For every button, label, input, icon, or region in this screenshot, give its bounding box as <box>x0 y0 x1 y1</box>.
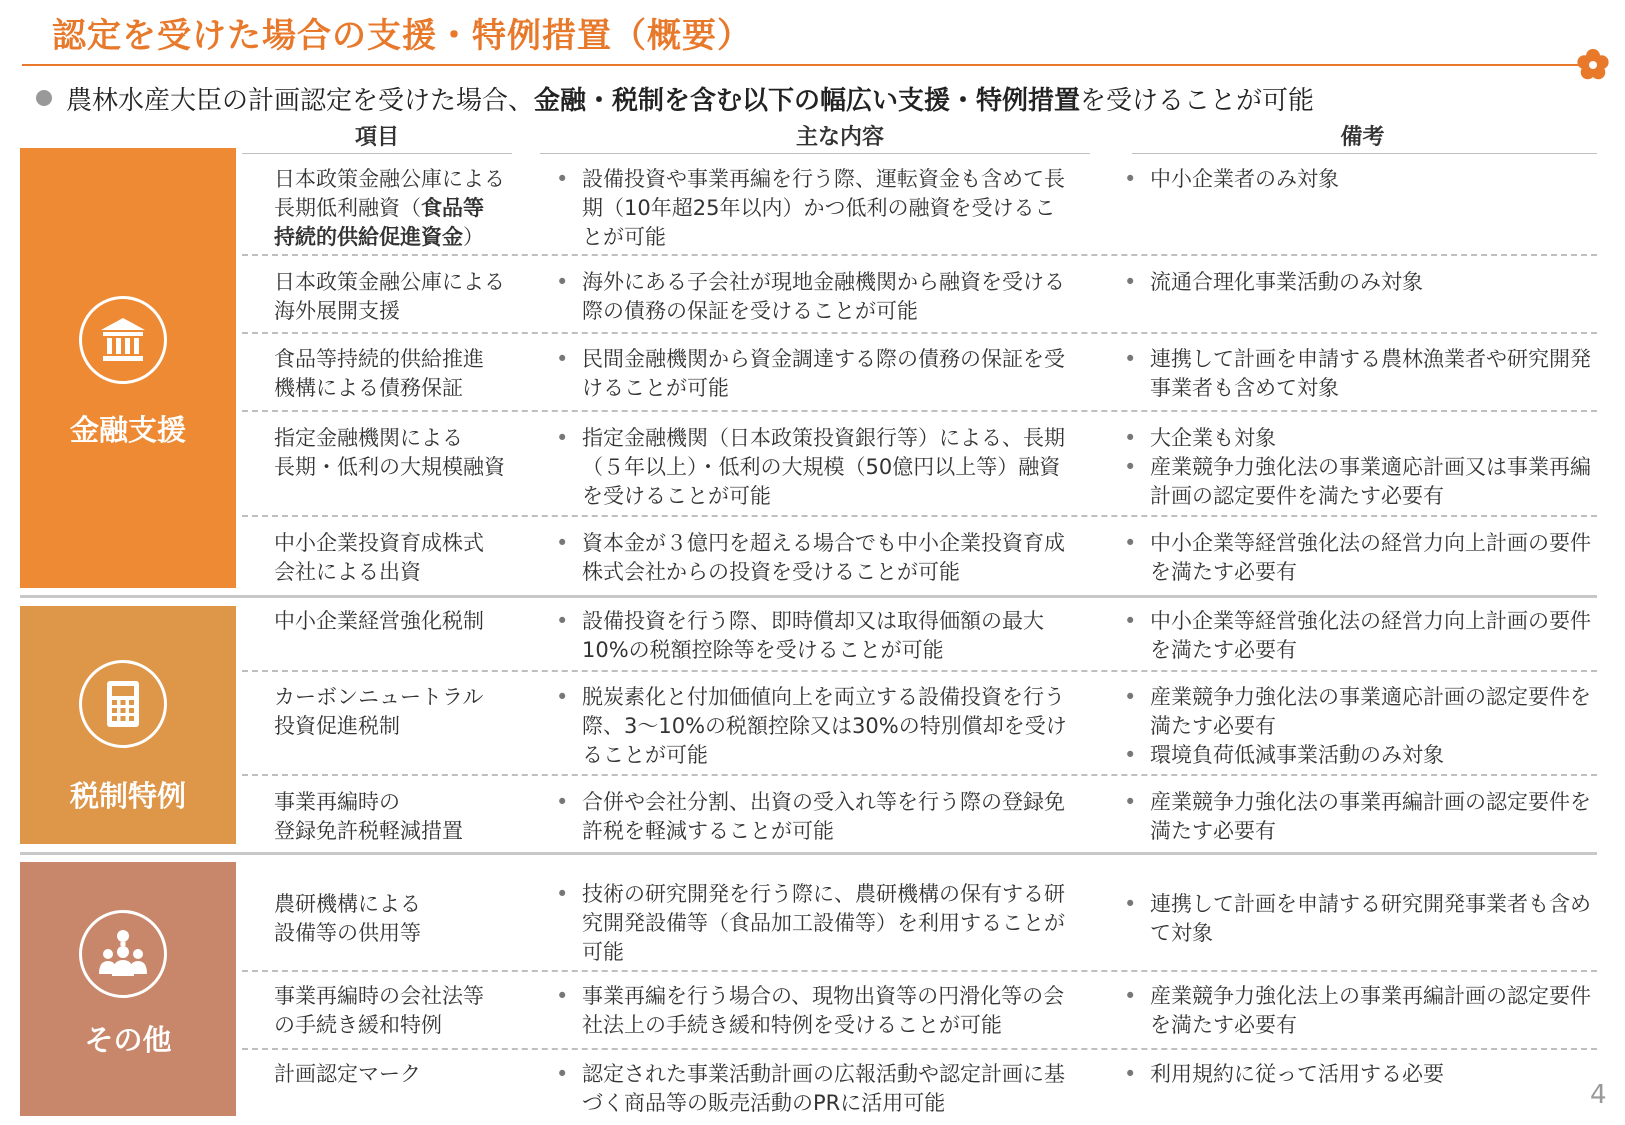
row-item: 計画認定マーク <box>274 1062 421 1086</box>
list-item: • 民間金融機関から資金調達する際の債務の保証を受けることが可能 <box>554 345 1074 403</box>
lead-text: 農林水産大臣の計画認定を受けた場合、金融・税制を含む以下の幅広い支援・特例措置を受けることが可能 <box>36 80 1314 117</box>
row-note <box>1122 1060 1592 1089</box>
category-other <box>20 862 236 1116</box>
row-content <box>554 424 1074 511</box>
row-item: 中小企業経営強化税制 <box>274 609 484 633</box>
list-item: • 設備投資や事業再編を行う際、運転資金も含めて長期（10年超25年以内）かつ低利の融資を受けることが可能 <box>554 165 1074 252</box>
list-item: • 環境負荷低減事業活動のみ対象 <box>1122 741 1592 770</box>
row-divider <box>242 254 1597 256</box>
row-item: 日本政策金融公庫による 海外展開支援 <box>274 270 505 323</box>
row-content <box>554 880 1074 967</box>
list-item: • 設備投資を行う際、即時償却又は取得価額の最大10%の税額控除等を受けることが可能 <box>554 607 1074 665</box>
row-divider <box>242 515 1597 517</box>
category-label: その他 <box>84 1023 172 1057</box>
category-tax <box>20 606 236 844</box>
title-underline <box>22 64 1590 66</box>
row-item: 指定金融機関による 長期・低利の大規模融資 <box>274 426 505 479</box>
row-note <box>1122 890 1592 948</box>
row-note <box>1122 165 1592 194</box>
header-divider <box>1132 153 1597 154</box>
row-note <box>1122 683 1592 770</box>
people-idea-icon <box>79 910 167 998</box>
row-item: 事業再編時の 登録免許税軽減措置 <box>274 790 463 843</box>
section-divider <box>20 852 1597 855</box>
list-item: • 中小企業等経営強化法の経営力向上計画の要件を満たす必要有 <box>1122 607 1592 665</box>
row-divider <box>242 332 1597 334</box>
list-item: • 産業競争力強化法の事業適応計画の認定要件を満たす必要有 <box>1122 683 1592 741</box>
bank-icon <box>79 296 167 384</box>
section-divider <box>20 595 1597 598</box>
list-item: • 資本金が３億円を超える場合でも中小企業投資育成株式会社からの投資を受けることが可能 <box>554 529 1074 587</box>
row-note <box>1122 529 1592 587</box>
row-content <box>554 345 1074 403</box>
row-content <box>554 1060 1074 1118</box>
category-label: 金融支援 <box>69 413 186 447</box>
list-item: • 産業競争力強化法上の事業再編計画の認定要件を満たす必要有 <box>1122 982 1592 1040</box>
list-item: • 産業競争力強化法の事業適応計画又は事業再編計画の認定要件を満たす必要有 <box>1122 453 1592 511</box>
row-note <box>1122 345 1592 403</box>
row-item: 農研機構による 設備等の供用等 <box>274 892 421 945</box>
list-item: • 利用規約に従って活用する必要 <box>1122 1060 1592 1089</box>
page-title: 認定を受けた場合の支援・特例措置（概要） <box>52 16 752 56</box>
list-item: • 認定された事業活動計画の広報活動や認定計画に基づく商品等の販売活動のPRに活用可能 <box>554 1060 1074 1118</box>
row-content <box>554 165 1074 252</box>
page-number: 4 <box>1590 1080 1607 1110</box>
row-note <box>1122 424 1592 511</box>
row-divider <box>242 970 1597 972</box>
header-content: 主な内容 <box>795 125 884 150</box>
row-divider <box>242 774 1597 776</box>
list-item: • 産業競争力強化法の事業再編計画の認定要件を満たす必要有 <box>1122 788 1592 846</box>
bullet-dot <box>36 90 52 106</box>
row-item: 日本政策金融公庫による 長期低利融資（食品等 持続的供給促進資金） <box>274 167 505 249</box>
row-content <box>554 268 1074 326</box>
row-divider <box>242 670 1597 672</box>
row-content <box>554 607 1074 665</box>
header-note: 備考 <box>1340 125 1385 150</box>
header-divider <box>242 153 512 154</box>
category-label: 税制特例 <box>69 779 186 813</box>
row-content <box>554 788 1074 846</box>
row-note <box>1122 982 1592 1040</box>
category-finance <box>20 148 236 588</box>
list-item: • 流通合理化事業活動のみ対象 <box>1122 268 1592 297</box>
list-item: • 脱炭素化と付加価値向上を両立する設備投資を行う際、3～10%の税額控除又は30%の特別償却を受けることが可能 <box>554 683 1074 770</box>
row-divider <box>242 410 1597 412</box>
row-content <box>554 982 1074 1040</box>
list-item: • 中小企業者のみ対象 <box>1122 165 1592 194</box>
header-item: 項目 <box>354 125 399 150</box>
row-note <box>1122 607 1592 665</box>
list-item: • 連携して計画を申請する研究開発事業者も含めて対象 <box>1122 890 1592 948</box>
row-note <box>1122 268 1592 297</box>
flower-icon <box>1576 48 1610 82</box>
list-item: • 連携して計画を申請する農林漁業者や研究開発事業者も含めて対象 <box>1122 345 1592 403</box>
row-note <box>1122 788 1592 846</box>
row-item: 事業再編時の会社法等 の手続き緩和特例 <box>274 984 484 1037</box>
list-item: • 海外にある子会社が現地金融機関から融資を受ける際の債務の保証を受けることが可能 <box>554 268 1074 326</box>
list-item: • 大企業も対象 <box>1122 424 1592 453</box>
list-item: • 中小企業等経営強化法の経営力向上計画の要件を満たす必要有 <box>1122 529 1592 587</box>
list-item: • 技術の研究開発を行う際に、農研機構の保有する研究開発設備等（食品加工設備等）を利用することが可能 <box>554 880 1074 967</box>
row-content <box>554 529 1074 587</box>
list-item: • 指定金融機関（日本政策投資銀行等）による、長期（５年以上）・低利の大規模（50億円以上等）融資を受けることが可能 <box>554 424 1074 511</box>
row-item: 中小企業投資育成株式 会社による出資 <box>274 531 484 584</box>
row-item: 食品等持続的供給推進 機構による債務保証 <box>274 347 484 400</box>
row-divider <box>242 1048 1597 1050</box>
row-content <box>554 683 1074 770</box>
list-item: • 合併や会社分割、出資の受入れ等を行う際の登録免許税を軽減することが可能 <box>554 788 1074 846</box>
list-item: • 事業再編を行う場合の、現物出資等の円滑化等の会社法上の手続き緩和特例を受けることが可能 <box>554 982 1074 1040</box>
header-divider <box>540 153 1090 154</box>
row-item: カーボンニュートラル 投資促進税制 <box>274 685 484 738</box>
calculator-icon <box>79 660 167 748</box>
